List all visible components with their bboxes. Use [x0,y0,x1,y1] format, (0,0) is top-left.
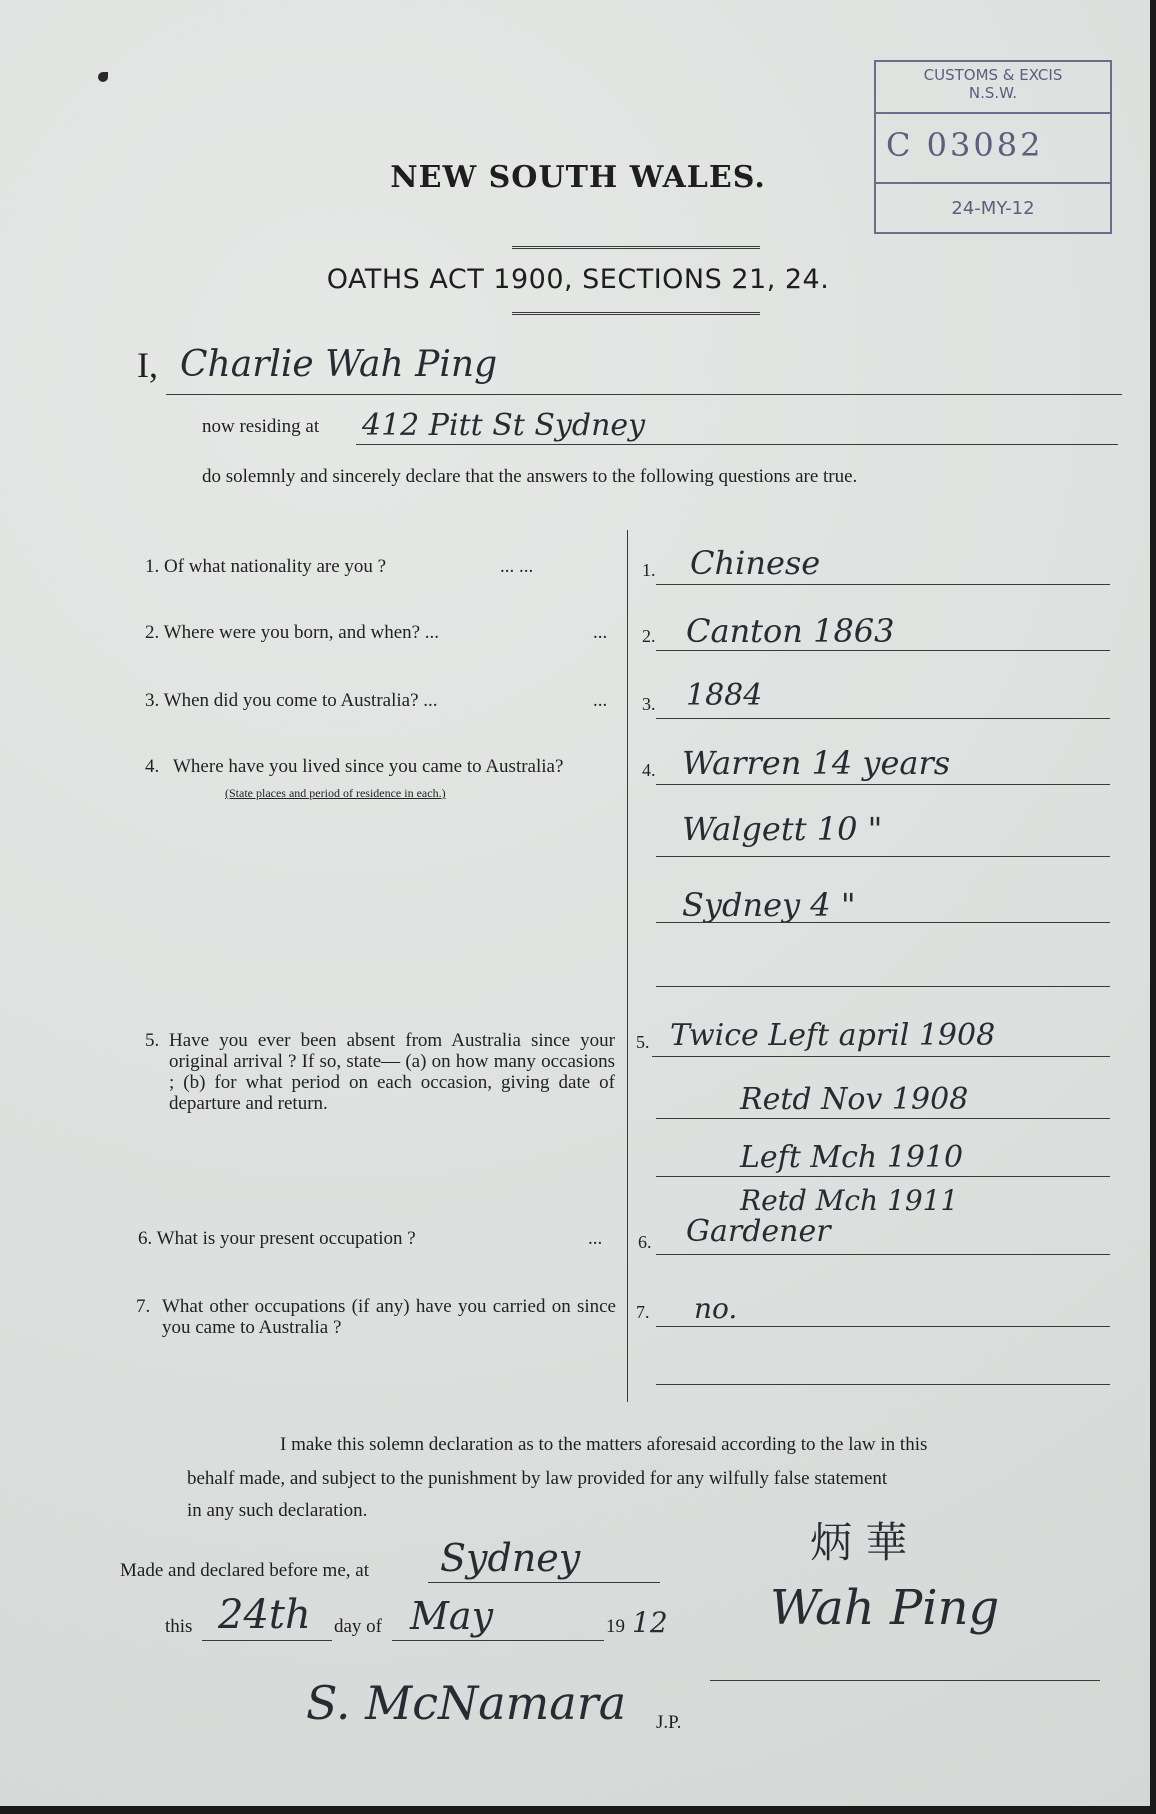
answer-4-rule-4 [656,986,1110,987]
answer-1-number: 1. [642,560,656,580]
answer-4-line-2: Walgett 10 " [682,810,883,848]
residing-label: now residing at [202,416,320,437]
form-title: NEW SOUTH WALES. [390,160,766,195]
answer-4-rule-3 [656,922,1110,923]
stamp-date: 24-MY-12 [876,182,1110,234]
day-of-label: day of [334,1616,383,1637]
question-2-number: 2. [145,622,160,643]
answer-2-number: 2. [642,626,656,646]
declaration-line-1: I make this solemn declaration as to the matters aforesaid according to the law in this [280,1434,928,1455]
residence-line [356,444,1118,445]
answer-1: Chinese [690,544,821,582]
form-subtitle: OATHS ACT 1900, SECTIONS 21, 24. [326,264,830,295]
answer-7-rule-2 [656,1384,1110,1385]
question-2-text: Where were you born, and when? ... [163,622,440,643]
question-7-text: What other occupations (if any) have you carried on since you came to Australia ? [162,1296,616,1338]
jp-signature: S. McNamara [306,1676,627,1730]
answer-7: no. [694,1292,738,1325]
declared-day: 24th [218,1592,311,1638]
question-1-dots: ... ... [500,556,534,577]
question-1-text: Of what nationality are you ? [164,556,387,577]
stamp-header [876,62,1110,114]
jp-label: J.P. [656,1712,682,1733]
question-2 [145,622,615,643]
question-6-text: What is your present occupation ? [156,1228,416,1249]
answer-4-number: 4. [642,760,656,780]
answer-6-rule [656,1254,1110,1255]
question-5-text: Have you ever been absent from Australia since your original arrival ? If so, state— (a) on how many occasions ; (b) for what period on each occasion, giving date of departure and return. [169,1030,615,1114]
year-suffix: 12 [632,1606,668,1639]
question-6-dots: ... [588,1228,603,1249]
year-prefix: 19 [606,1616,625,1637]
answer-1-line [656,584,1110,585]
chinese-signature: 炳 華 [810,1518,908,1567]
customs-stamp [874,60,1112,234]
declarant-prefix: I, [137,345,158,385]
question-4-note: (State places and period of residence in each.) [225,786,446,800]
declaration-line-3: in any such declaration. [187,1500,368,1521]
name-line [166,394,1122,395]
month-line [392,1640,604,1641]
declaration-line-2: behalf made, and subject to the punishment by law provided for any wilfully false statement [187,1468,888,1489]
answer-4-rule-1 [656,784,1110,785]
stamp-line1: CUSTOMS & EXCIS [923,66,1063,84]
declared-place: Sydney [440,1536,581,1580]
question-1 [145,556,615,577]
answer-5-rule-1 [652,1056,1110,1057]
question-4-number: 4. [145,756,160,777]
residence-address: 412 Pitt St Sydney [362,408,646,443]
answer-7-rule-1 [656,1326,1110,1327]
made-declared-label: Made and declared before me, at [120,1560,369,1581]
question-7-number: 7. [136,1296,151,1317]
signature-line [710,1680,1100,1681]
declare-statement: do solemnly and sincerely declare that the answers to the following questions are true. [202,466,858,487]
question-3-dots: ... [593,690,608,711]
answer-2-line [656,650,1110,651]
answer-5-line-3: Left Mch 1910 [740,1140,964,1175]
answer-4-line-1: Warren 14 years [682,744,951,782]
answer-4-line-3: Sydney 4 " [682,886,856,924]
question-3 [145,690,615,711]
answer-3: 1884 [686,678,763,713]
question-5-number: 5. [145,1030,160,1051]
stamp-line2: N.S.W. [968,84,1018,102]
answer-6-number: 6. [638,1232,652,1252]
question-6 [138,1228,618,1249]
place-line [428,1582,660,1583]
subtitle-rule [512,312,760,315]
answer-7-number: 7. [636,1302,650,1322]
answer-2: Canton 1863 [686,612,895,650]
answer-5-number: 5. [636,1032,650,1052]
answer-5-rule-2 [656,1118,1110,1119]
this-label: this [165,1616,193,1637]
answer-5-line-2: Retd Nov 1908 [740,1082,969,1117]
english-signature: Wah Ping [770,1580,1000,1636]
question-3-number: 3. [145,690,160,711]
declarant-name: Charlie Wah Ping [180,344,498,385]
question-1-number: 1. [145,556,160,577]
answer-3-line [656,718,1110,719]
ink-mark [98,72,108,82]
stamp-number: C 03082 [886,126,1044,164]
question-6-number: 6. [138,1228,153,1249]
answer-4-rule-2 [656,856,1110,857]
declared-month: May [410,1594,494,1638]
answer-3-number: 3. [642,694,656,714]
column-divider [627,530,628,1402]
question-4 [145,756,615,804]
answer-5-line-4: Retd Mch 1911 [740,1184,959,1217]
answer-5-line-1: Twice Left april 1908 [670,1018,996,1053]
title-rule [512,246,760,249]
question-4-text: Where have you lived since you came to Australia? [173,756,564,777]
question-7 [136,1296,616,1338]
answer-6: Gardener [686,1214,831,1249]
day-line [202,1640,332,1641]
question-2-dots: ... [593,622,608,643]
answer-5-rule-3 [656,1176,1110,1177]
question-5 [145,1030,615,1114]
question-3-text: When did you come to Australia? ... [163,690,438,711]
